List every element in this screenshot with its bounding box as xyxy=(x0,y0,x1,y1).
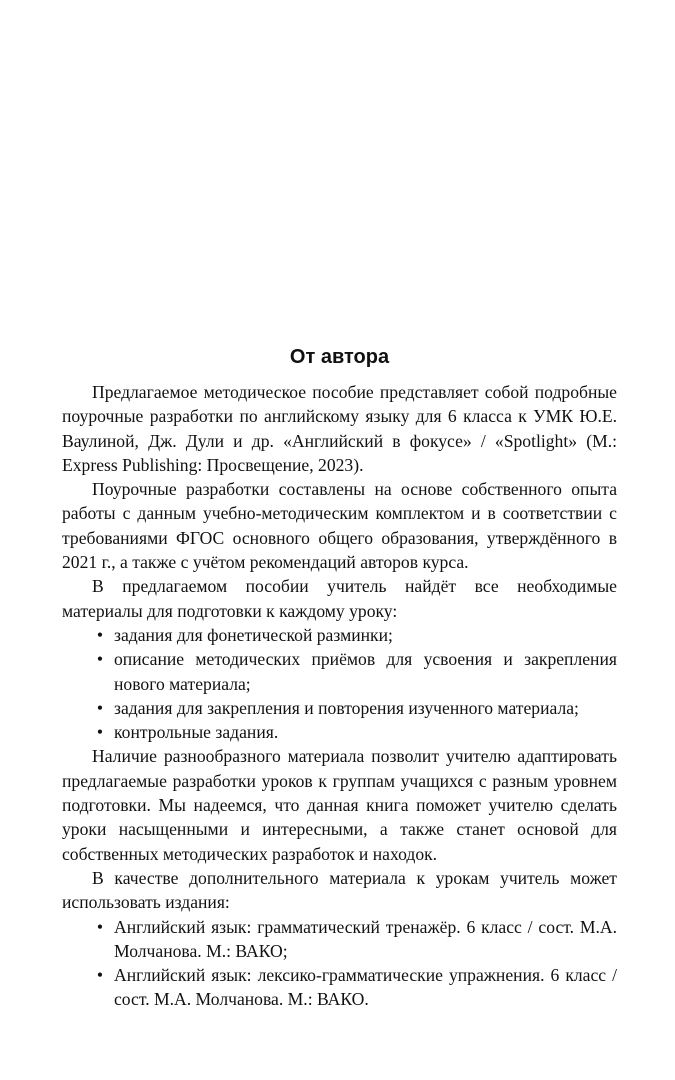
list-item-text: Английский язык: грамматический тренажёр. 6 класс / сост. М.А. Молчанова. М.: ВАКО; xyxy=(114,916,617,961)
foreword-section xyxy=(62,344,617,1012)
list-item-text: Английский язык: лексико-грамматические упражнения. 6 класс / сост. М.А. Молчанова. М.: ВАКО. xyxy=(114,965,617,1010)
paragraph-extra-intro: В качестве дополнительного материала к урокам учитель может использовать издания: xyxy=(62,867,617,913)
bullet-icon: • xyxy=(96,916,104,937)
list-item-text: описание методических приёмов для усвоения и закрепления нового материала; xyxy=(114,649,617,694)
list-item xyxy=(62,623,617,647)
list-item xyxy=(62,963,617,1012)
paragraph-adaptation: Наличие разнообразного материала позволит учителю адаптировать предлагаемые разработки уроков к группам учащихся с разным уровнем подготовки. Мы надеемся, что данная книга поможет учителю сделать уроки насыщенными и интересными, а также станет основой для собственных методических разработок и находок. xyxy=(62,746,617,864)
lesson-materials-list xyxy=(62,623,617,744)
extra-publications-list xyxy=(62,915,617,1012)
list-item-text: контрольные задания. xyxy=(114,722,279,743)
bullet-icon: • xyxy=(96,624,104,645)
bullet-icon: • xyxy=(96,697,104,718)
paragraph-contents-intro: В предлагаемом пособии учитель найдёт все необходимые материалы для подготовки к каждому уроку: xyxy=(62,576,617,621)
bullet-icon: • xyxy=(96,722,104,743)
paragraph-intro: Предлагаемое методическое пособие представляет собой подробные поурочные разработки по английскому языку для 6 класса к УМК Ю.Е. Ваулиной, Дж. Дули и др. «Английский в фокусе» / «Spotlight» (М.: Express Publishing: Просвещение, 2023). xyxy=(62,382,617,475)
bullet-icon: • xyxy=(96,649,104,670)
list-item xyxy=(62,915,617,964)
section-title: От автора xyxy=(289,346,390,368)
list-item-text: задания для фонетической разминки; xyxy=(114,624,393,645)
bullet-icon: • xyxy=(96,965,104,986)
paragraph-basis: Поурочные разработки составлены на основе собственного опыта работы с данным учебно-методическим комплектом и в соответствии с требованиями ФГОС основного общего образования, утверждённого в 2021 г., а также с учётом рекомендаций авторов курса. xyxy=(62,479,617,573)
list-item xyxy=(62,696,617,720)
list-item xyxy=(62,647,617,696)
list-item-text: задания для закрепления и повторения изученного материала; xyxy=(114,697,579,718)
list-item xyxy=(62,720,617,744)
